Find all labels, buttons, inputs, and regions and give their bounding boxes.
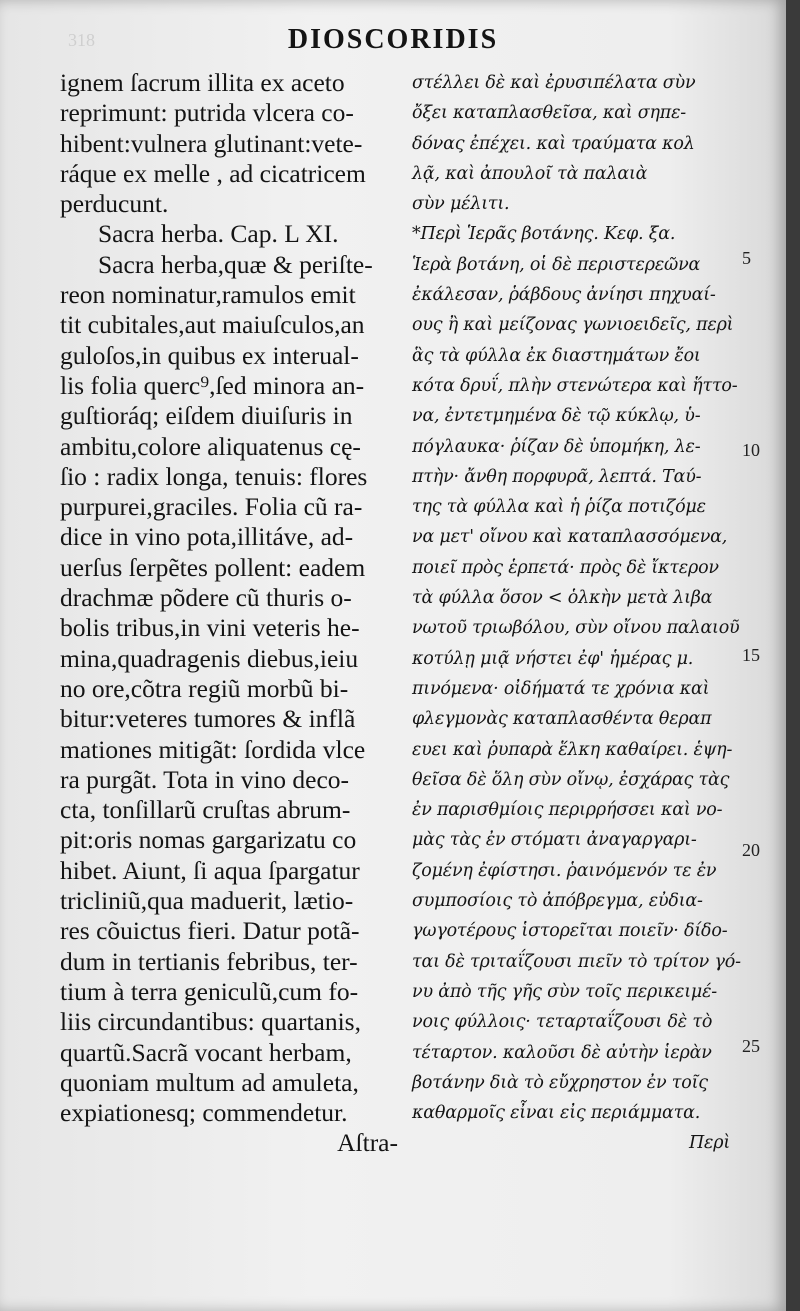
greek-line: συμποσίοις τὸ ἀπόβρεγμα, εὐδια- <box>412 891 703 912</box>
latin-line: mina,quadragenis diebus,ieiu <box>60 643 359 673</box>
latin-line: bolis tribus,in vini veteris he- <box>60 613 360 643</box>
chapter-heading: Sacra herba. Cap. L XI. <box>98 219 339 249</box>
greek-line: της τὰ φύλλα καὶ ἡ ῥίζα ποτιζόμε <box>412 497 706 518</box>
latin-column <box>60 68 410 1159</box>
greek-line: μὰς τὰς ἐν στόματι ἀναγαργαρι- <box>412 830 697 851</box>
greek-line: θεῖσα δὲ ὅλη σὺν οἴνῳ, ἐσχάρας τὰς <box>412 769 730 790</box>
greek-column <box>412 68 742 1159</box>
latin-line: no ore,cõtra regiũ morbũ bi- <box>60 673 349 703</box>
greek-line: ους ἢ καὶ μείζονας γωνιοειδεῖς, περὶ <box>412 315 734 336</box>
latin-line: quoniam multum ad amuleta, <box>60 1067 359 1097</box>
greek-line: ται δὲ τριταΐζουσι πιεῖν τὸ τρίτον γό- <box>412 951 741 972</box>
greek-line: στέλλει δὲ καὶ ἐρυσιπέλατα σὺν <box>412 73 696 93</box>
greek-line: πόγλαυκα· ῥίζαν δὲ ὑπομήκη, λε- <box>412 436 701 457</box>
greek-chapter-heading: *Περὶ Ἱερᾶς βοτάνης. Κεφ. ξα. <box>412 224 676 245</box>
greek-line: σὺν μέλιτι. <box>412 194 510 215</box>
greek-line: φλεγμονὰς καταπλασθέντα θεραπ <box>412 709 712 730</box>
greek-line: δόνας ἐπέχει. καὶ τραύματα κολ <box>412 133 695 154</box>
greek-line: πινόμενα· οἰδήματά τε χρόνια καὶ <box>412 678 710 699</box>
greek-line: πτὴν· ἄνθη πορφυρᾶ, λεπτά. Ταύ- <box>412 466 702 487</box>
greek-line: γωγοτέρους ἱστορεῖται ποιεῖν· δίδο- <box>412 921 728 942</box>
latin-line: ráque ex melle , ad cicatricem <box>60 158 366 188</box>
greek-line: ευει καὶ ῥυπαρὰ ἕλκη καθαίρει. ἑψη- <box>412 739 733 760</box>
latin-line: purpurei,graciles. Folia cũ ra- <box>60 492 363 522</box>
greek-line: ποιεῖ πρὸς ἑρπετά· πρὸς δὲ ἴκτερον <box>412 557 719 578</box>
latin-line: hibet. Aiunt, ſi aqua ſpargatur <box>60 855 360 885</box>
latin-line: reprimunt: putrida vlcera co- <box>60 98 354 128</box>
line-number-marker: 15 <box>742 645 760 665</box>
latin-line: mationes mitigãt: ſordida vlce <box>60 734 366 764</box>
latin-line: ſio : radix longa, tenuis: flores <box>60 461 368 491</box>
line-number-marker: 20 <box>742 840 760 860</box>
latin-line: expiationesq; commendetur. <box>60 1098 348 1128</box>
latin-line: drachmæ põdere cũ thuris o- <box>60 583 352 613</box>
latin-line: res cõuictus fieri. Datur potã- <box>60 916 360 946</box>
latin-line: reon nominatur,ramulos emit <box>60 280 356 310</box>
greek-line: Ἱερὰ βοτάνη, οἱ δὲ περιστερεῶνα <box>412 254 701 275</box>
latin-line: Sacra herba,quæ & periſte- <box>98 249 373 279</box>
greek-line: ἐκάλεσαν, ῥάβδους ἀνίησι πηχυαί- <box>412 285 716 306</box>
bleed-through-page-number: 318 <box>68 30 95 50</box>
latin-line: uerſus ſerpẽtes pollent: eadem <box>60 552 366 582</box>
greek-line: καθαρμοῖς εἶναι εἰς περιάμματα. <box>412 1103 701 1124</box>
latin-line: quartũ.Sacrã vocant herbam, <box>60 1037 352 1067</box>
greek-line: τὰ φύλλα ὅσον < ὁλκὴν μετὰ λιβα <box>412 588 713 609</box>
greek-line: να μετ' οἴνου καὶ καταπλασσόμενα, <box>412 527 728 548</box>
latin-line: cta, tonſillarũ cruſtas abrum- <box>60 795 351 825</box>
latin-line: bitur:veteres tumores & inflã <box>60 704 356 734</box>
greek-catchword: Περὶ <box>688 1133 730 1154</box>
latin-line: pit:oris nomas gargarizatu co <box>60 825 357 855</box>
latin-line: tit cubitales,aut maiuſculos,an <box>60 310 365 340</box>
greek-line: ζομένη ἐφίστησι. ῥαινόμενόν τε ἐν <box>412 860 717 881</box>
latin-line: liis circundantibus: quartanis, <box>60 1007 361 1037</box>
running-header: DIOSCORIDIS <box>287 24 499 55</box>
greek-line: τέταρτον. καλοῦσι δὲ αὐτὴν ἱερὰν <box>412 1042 712 1063</box>
line-number-marker: 25 <box>742 1036 760 1056</box>
greek-line: νοις φύλλοις· τεταρταΐζουσι δὲ τὸ <box>412 1012 713 1033</box>
latin-line: ignem ſacrum illita ex aceto <box>60 68 345 97</box>
greek-line: κοτύλῃ μιᾷ νήστει ἐφ' ἡμέρας μ. <box>412 648 694 669</box>
greek-line: κότα δρυΐ, πλὴν στενώτερα καὶ ἥττο- <box>412 375 738 396</box>
latin-line: dice in vino pota,illitáve, ad- <box>60 522 354 552</box>
latin-line: hibent:vulnera glutinant:vete- <box>60 128 363 158</box>
latin-line: guſtioráq; eiſdem diuiſuris in <box>60 401 353 431</box>
line-number-marker: 10 <box>742 440 760 460</box>
latin-line: perducunt. <box>60 189 169 219</box>
latin-line: ra purgãt. Tota in vino deco- <box>60 764 350 794</box>
latin-line: tricliniũ,qua maduerit, lætio- <box>60 886 354 916</box>
greek-line: ἐν παρισθμίοις περιρρήσσει καὶ νο- <box>412 800 723 821</box>
greek-line: λᾷ, καὶ ἀπουλοῖ τὰ παλαιὰ <box>412 163 648 184</box>
latin-line: tium à terra geniculũ,cum fo- <box>60 976 359 1006</box>
latin-line: ambitu,colore aliquatenus cę- <box>60 431 361 461</box>
greek-line: νυ ἀπὸ τῆς γῆς σὺν τοῖς περικειμέ- <box>412 981 717 1002</box>
latin-line: guloſos,in quibus ex interual- <box>60 340 359 370</box>
greek-line: ὄξει καταπλασθεῖσα, καὶ σηπε- <box>412 103 686 124</box>
greek-line: νωτοῦ τριωβόλου, σὺν οἴνου παλαιοῦ <box>412 618 740 639</box>
greek-line: βοτάνην διὰ τὸ εὔχρηστον ἐν τοῖς <box>412 1072 708 1093</box>
greek-line: να, ἐντετμημένα δὲ τῷ κύκλῳ, ὑ- <box>412 406 701 427</box>
greek-line: ἃς τὰ φύλλα ἐκ διαστημάτων ἔοι <box>412 345 701 366</box>
catchword: Aſtra- <box>337 1128 398 1158</box>
latin-line: dum in tertianis febribus, ter- <box>60 946 358 976</box>
line-number-marker: 5 <box>742 248 751 268</box>
latin-line: lis folia querc⁹,ſed minora an- <box>60 370 365 400</box>
